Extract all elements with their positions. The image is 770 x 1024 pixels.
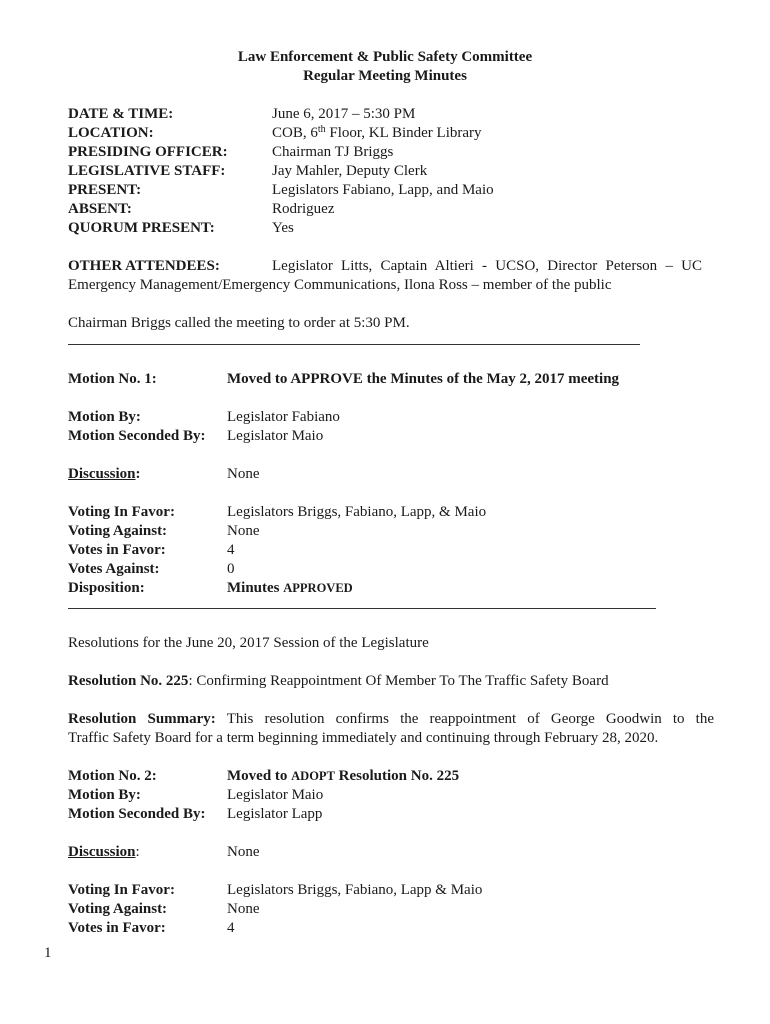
motion-text — [227, 767, 459, 786]
motion-seconded-value: Legislator Lapp — [227, 806, 323, 822]
vote-row — [68, 541, 718, 560]
motion-text — [227, 370, 619, 389]
document-subtitle: Regular Meeting Minutes — [303, 68, 467, 84]
page-number: 1 — [44, 945, 52, 961]
meta-value: Legislators Fabiano, Lapp, and Maio — [272, 182, 494, 198]
meta-value: Chairman TJ Briggs — [272, 144, 394, 160]
motion-2-discussion-row — [68, 843, 718, 862]
motion-1-by-row — [68, 408, 718, 427]
motion-seconded-value: Legislator Maio — [227, 428, 324, 444]
motion-label: Motion No. 2: — [68, 768, 157, 784]
motion-by-value: Legislator Fabiano — [227, 409, 340, 425]
vote-key: Voting In Favor: — [68, 882, 175, 898]
attendees-line-2: Emergency Management/Emergency Communications, Ilona Ross – member of the public — [68, 277, 612, 293]
summary-text: This resolution confirms the reappointment of George Goodwin to the — [226, 711, 715, 727]
document-title: Law Enforcement & Public Safety Committee — [237, 49, 533, 65]
meta-key: LOCATION: — [68, 125, 154, 141]
motion-1-seconded-row — [68, 427, 718, 446]
motion-seconded-label: Motion Seconded By: — [68, 806, 206, 822]
motion-by-label: Motion By: — [68, 409, 141, 425]
resolution-summary-line-1 — [68, 710, 714, 729]
discussion-value: None — [227, 466, 260, 482]
motion-by-label: Motion By: — [68, 787, 141, 803]
vote-value: None — [227, 901, 260, 917]
resolution-title: : Confirming Reappointment Of Member To The Traffic Safety Board — [188, 673, 609, 689]
disposition-value — [227, 579, 353, 598]
vote-key: Voting In Favor: — [68, 504, 175, 520]
disposition-row — [68, 579, 718, 598]
motion-text-part: Moved to — [227, 371, 291, 387]
motion-label: Motion No. 1: — [68, 371, 157, 387]
discussion-label-text: Discussion — [68, 844, 136, 860]
session-heading: Resolutions for the June 20, 2017 Session of the Legislature — [68, 635, 429, 651]
meta-row-location — [68, 124, 718, 143]
vote-row — [68, 881, 718, 900]
vote-value: None — [227, 523, 260, 539]
disposition-part: APPROVED — [283, 581, 353, 595]
meta-key: DATE & TIME: — [68, 106, 174, 122]
discussion-label — [68, 465, 141, 484]
meta-row-quorum — [68, 219, 718, 238]
meta-key: ABSENT: — [68, 201, 132, 217]
vote-key: Voting Against: — [68, 523, 168, 539]
divider — [68, 344, 640, 345]
meta-row-presiding — [68, 143, 718, 162]
disposition-part: Minutes — [227, 580, 284, 596]
vote-row — [68, 560, 718, 579]
meta-key: LEGISLATIVE STAFF: — [68, 163, 226, 179]
vote-key: Votes in Favor: — [68, 920, 166, 936]
meta-key: PRESENT: — [68, 182, 142, 198]
vote-value: 0 — [227, 561, 235, 577]
location-part: Floor, KL Binder Library — [325, 125, 482, 141]
meta-value — [272, 124, 482, 143]
location-part: COB, 6 — [272, 125, 318, 141]
motion-seconded-label: Motion Seconded By: — [68, 428, 206, 444]
vote-row — [68, 919, 718, 938]
motion-2-by-row — [68, 786, 718, 805]
meta-row-date — [68, 105, 718, 124]
attendees-label: OTHER ATTENDEES: — [68, 258, 220, 274]
vote-value: Legislators Briggs, Fabiano, Lapp, & Maio — [227, 504, 487, 520]
call-to-order: Chairman Briggs called the meeting to order at 5:30 PM. — [68, 315, 410, 331]
meta-row-absent — [68, 200, 718, 219]
summary-label: Resolution Summary: — [68, 711, 216, 727]
meta-key: PRESIDING OFFICER: — [68, 144, 228, 160]
motion-2-row — [68, 767, 718, 786]
attendees-line-1 — [68, 257, 718, 276]
vote-row — [68, 503, 718, 522]
discussion-colon: : — [135, 466, 141, 482]
vote-row — [68, 900, 718, 919]
motion-1-discussion-row — [68, 465, 718, 484]
meta-value: June 6, 2017 – 5:30 PM — [272, 106, 416, 122]
vote-row — [68, 522, 718, 541]
discussion-label — [68, 843, 140, 862]
attendees-text: Legislator Litts, Captain Altieri - UCSO, Director Peterson – UC — [272, 258, 702, 274]
motion-text-part: ADOPT — [291, 769, 335, 783]
motion-2-seconded-row — [68, 805, 718, 824]
motion-text-part: Resolution No. 225 — [334, 768, 460, 784]
vote-key: Voting Against: — [68, 901, 168, 917]
discussion-label-text: Discussion — [68, 466, 136, 482]
disposition-label: Disposition: — [68, 580, 145, 596]
motion-text-part: Moved to — [227, 768, 292, 784]
divider — [68, 608, 656, 609]
resolution-title-row — [68, 672, 718, 691]
motion-1-row — [68, 370, 718, 389]
vote-value: 4 — [227, 920, 235, 936]
location-sup: th — [317, 124, 326, 135]
vote-key: Votes Against: — [68, 561, 160, 577]
meta-key: QUORUM PRESENT: — [68, 220, 215, 236]
discussion-colon: : — [135, 844, 140, 860]
resolution-label: Resolution No. 225 — [68, 673, 189, 689]
meta-row-present — [68, 181, 718, 200]
meta-value: Yes — [272, 220, 294, 236]
vote-value: Legislators Briggs, Fabiano, Lapp & Maio — [227, 882, 483, 898]
motion-by-value: Legislator Maio — [227, 787, 324, 803]
meta-value: Jay Mahler, Deputy Clerk — [272, 163, 428, 179]
discussion-value: None — [227, 844, 260, 860]
motion-text-part: APPROVE — [290, 371, 363, 387]
meta-value: Rodriguez — [272, 201, 335, 217]
meta-row-staff — [68, 162, 718, 181]
vote-key: Votes in Favor: — [68, 542, 166, 558]
resolution-summary-line-2: Traffic Safety Board for a term beginning immediately and continuing through February 28, 2020. — [68, 730, 659, 746]
motion-text-part: the Minutes of the May 2, 2017 meeting — [362, 371, 620, 387]
vote-value: 4 — [227, 542, 235, 558]
